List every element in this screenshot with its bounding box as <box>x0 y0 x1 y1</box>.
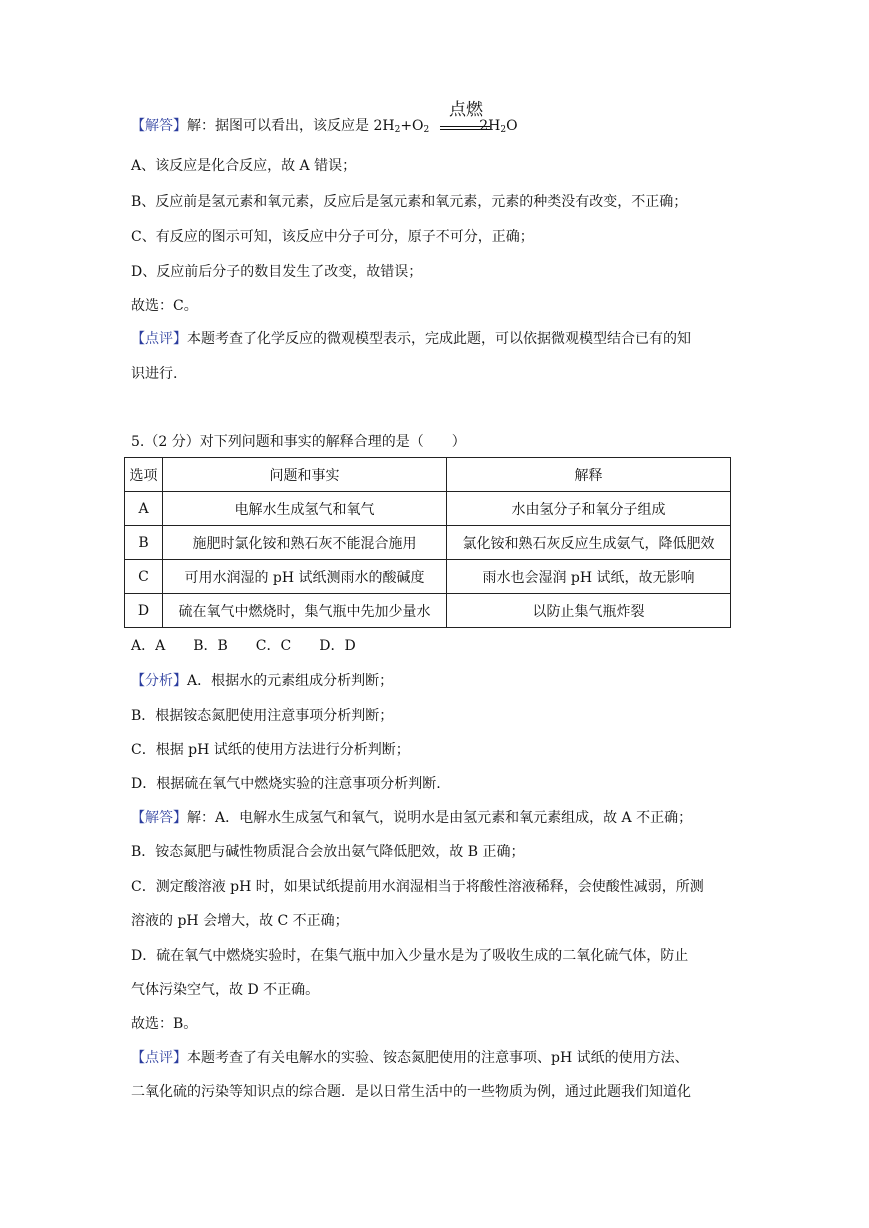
equation-bar-bottom <box>440 129 490 130</box>
equation-left: $2H_2+O_2$ <box>373 118 430 135</box>
answer2-line-5: D．硫在氧气中燃烧实验时，在集气瓶中加入少量水是为了吸收生成的二氧化硫气体，防止 <box>131 948 689 964</box>
table-header-cell: 问题和事实 <box>163 458 447 492</box>
table-cell: D <box>125 594 163 628</box>
table-header-row <box>125 458 731 492</box>
answer-tag: 【解答】 <box>131 118 187 134</box>
question-options: A．A B．B C．C D．D <box>131 638 356 654</box>
table-cell: 水由氢分子和氧分子组成 <box>447 492 731 526</box>
analysis-tag: 【分析】 <box>131 673 187 689</box>
answer-choice: 故选：C。 <box>131 298 198 314</box>
answer2-tag: 【解答】 <box>131 810 187 826</box>
answer2-text-1: 解：A．电解水生成氢气和氧气，说明水是由氢元素和氧元素组成，故 A 不正确； <box>187 810 693 826</box>
table-row <box>125 526 731 560</box>
comment-line-1 <box>131 329 691 349</box>
answer-line-c: C、有反应的图示可知，该反应中分子可分，原子不可分，正确； <box>131 229 534 245</box>
analysis-line-2: B．根据铵态氮肥使用注意事项分析判断； <box>131 708 394 724</box>
answer2-line-6: 气体污染空气，故 D 不正确。 <box>131 982 320 998</box>
equation-bar-top <box>440 126 490 127</box>
table-cell: 可用水润湿的 pH 试纸测雨水的酸碱度 <box>163 560 447 594</box>
equation-right: $2H_2O$ <box>479 118 518 135</box>
table-cell: 以防止集气瓶炸裂 <box>447 594 731 628</box>
table-header-cell: 解释 <box>447 458 731 492</box>
question-table <box>124 457 731 628</box>
analysis-line-4: D．根据硫在氧气中燃烧实验的注意事项分析判断. <box>131 776 441 792</box>
table-cell: 施肥时氯化铵和熟石灰不能混合施用 <box>163 526 447 560</box>
answer2-line-2: B．铵态氮肥与碱性物质混合会放出氨气降低肥效，故 B 正确； <box>131 844 525 860</box>
comment2-tag: 【点评】 <box>131 1050 187 1066</box>
reaction-condition: 点燃 <box>449 100 483 120</box>
comment-text-1: 本题考查了化学反应的微观模型表示，完成此题，可以依据微观模型结合已有的知 <box>187 331 691 347</box>
table-row <box>125 594 731 628</box>
answer2-line-3: C．测定酸溶液 pH 时，如果试纸提前用水润湿相当于将酸性溶液稀释，会使酸性减弱，所测 <box>131 879 704 895</box>
table-cell: 雨水也会湿润 pH 试纸，故无影响 <box>447 560 731 594</box>
table-cell: 硫在氧气中燃烧时，集气瓶中先加少量水 <box>163 594 447 628</box>
comment-line-2: 识进行. <box>131 366 178 382</box>
comment2-text-1: 本题考查了有关电解水的实验、铵态氮肥使用的注意事项、pH 试纸的使用方法、 <box>187 1050 689 1066</box>
answer-intro-text: 解：据图可以看出，该反应是 <box>187 118 374 134</box>
table-header-cell: 选项 <box>125 458 163 492</box>
answer2-line-1 <box>131 808 692 828</box>
table-cell: C <box>125 560 163 594</box>
answer-line-b: B、反应前是氢元素和氧元素，反应后是氢元素和氧元素，元素的种类没有改变，不正确； <box>131 194 688 210</box>
table-cell: 电解水生成氢气和氧气 <box>163 492 447 526</box>
table-cell: B <box>125 526 163 560</box>
answer2-line-4: 溶液的 pH 会增大，故 C 不正确； <box>131 913 349 929</box>
analysis-text-1: A．根据水的元素组成分析判断； <box>187 673 394 689</box>
table-cell: 氯化铵和熟石灰反应生成氨气，降低肥效 <box>447 526 731 560</box>
analysis-line-1 <box>131 671 393 691</box>
answer-line-a: A、该反应是化合反应，故 A 错误； <box>131 158 357 174</box>
analysis-line-3: C．根据 pH 试纸的使用方法进行分析判断； <box>131 742 410 758</box>
answer2-choice: 故选：B。 <box>131 1016 198 1032</box>
comment2-line-1 <box>131 1048 689 1068</box>
table-cell: A <box>125 492 163 526</box>
comment-tag: 【点评】 <box>131 331 187 347</box>
comment2-line-2: 二氧化硫的污染等知识点的综合题．是以日常生活中的一些物质为例，通过此题我们知道化 <box>131 1084 691 1100</box>
table-row <box>125 492 731 526</box>
question-stem: 5.（2 分）对下列问题和事实的解释合理的是（ ） <box>131 434 466 450</box>
table-row <box>125 560 731 594</box>
answer-line-d: D、反应前后分子的数目发生了改变，故错误； <box>131 264 423 280</box>
